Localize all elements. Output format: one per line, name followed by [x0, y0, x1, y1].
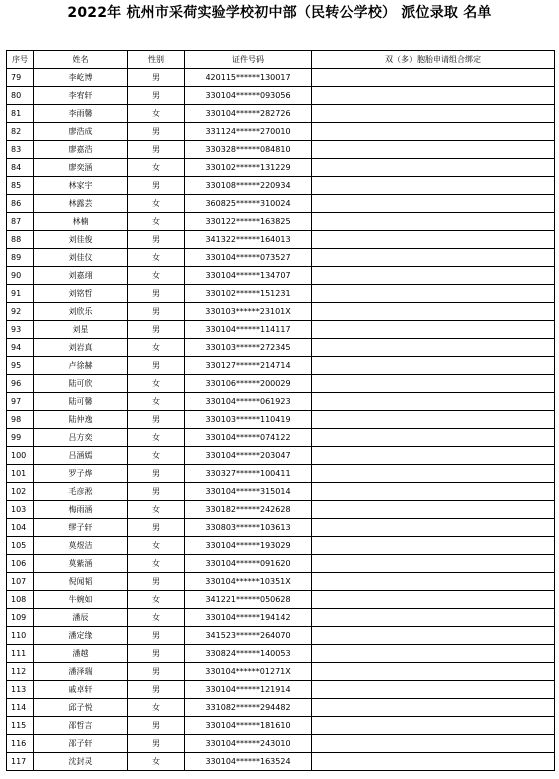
student-name: 沈封灵: [34, 753, 128, 771]
student-gender: 女: [128, 375, 185, 393]
header-id: 证件号码: [185, 51, 312, 69]
row-number: 112: [7, 663, 34, 681]
row-number: 113: [7, 681, 34, 699]
row-number: 95: [7, 357, 34, 375]
row-number: 84: [7, 159, 34, 177]
row-number: 98: [7, 411, 34, 429]
student-gender: 男: [128, 627, 185, 645]
row-number: 101: [7, 465, 34, 483]
student-gender: 女: [128, 159, 185, 177]
student-name: 刘佳仪: [34, 249, 128, 267]
student-name: 李屹博: [34, 69, 128, 87]
table-row: [7, 609, 555, 627]
row-number: 111: [7, 645, 34, 663]
table-row: [7, 69, 555, 87]
table-row: [7, 447, 555, 465]
student-gender: 女: [128, 609, 185, 627]
row-number: 117: [7, 753, 34, 771]
table-row: [7, 753, 555, 771]
student-gender: 女: [128, 195, 185, 213]
student-gender: 女: [128, 339, 185, 357]
id-number: 330104******121914: [185, 681, 312, 699]
row-number: 88: [7, 231, 34, 249]
id-number: 341221******050628: [185, 591, 312, 609]
student-name: 戚卓轩: [34, 681, 128, 699]
id-number: 330106******200029: [185, 375, 312, 393]
row-number: 114: [7, 699, 34, 717]
student-name: 莫煜洁: [34, 537, 128, 555]
table-row: [7, 177, 555, 195]
twin-binding-cell: [312, 123, 555, 141]
row-number: 85: [7, 177, 34, 195]
twin-binding-cell: [312, 645, 555, 663]
table-row: [7, 483, 555, 501]
student-name: 潘定缘: [34, 627, 128, 645]
table-row: [7, 159, 555, 177]
row-number: 103: [7, 501, 34, 519]
table-row: [7, 717, 555, 735]
student-gender: 男: [128, 483, 185, 501]
student-name: 刘欣乐: [34, 303, 128, 321]
row-number: 104: [7, 519, 34, 537]
student-gender: 女: [128, 555, 185, 573]
id-number: 330803******103613: [185, 519, 312, 537]
table-row: [7, 321, 555, 339]
twin-binding-cell: [312, 105, 555, 123]
row-number: 96: [7, 375, 34, 393]
student-name: 林露芸: [34, 195, 128, 213]
row-number: 108: [7, 591, 34, 609]
table-header-row: [7, 51, 555, 69]
row-number: 92: [7, 303, 34, 321]
row-number: 102: [7, 483, 34, 501]
student-gender: 男: [128, 141, 185, 159]
header-gender: 性别: [128, 51, 185, 69]
student-name: 廖嘉浩: [34, 141, 128, 159]
student-gender: 男: [128, 573, 185, 591]
student-name: 潘辰: [34, 609, 128, 627]
student-name: 陆可馨: [34, 393, 128, 411]
row-number: 100: [7, 447, 34, 465]
twin-binding-cell: [312, 555, 555, 573]
twin-binding-cell: [312, 537, 555, 555]
student-gender: 女: [128, 537, 185, 555]
student-name: 林家宇: [34, 177, 128, 195]
student-name: 廖浩成: [34, 123, 128, 141]
header-twin-binding: 双（多）胞胎申请组合绑定: [312, 51, 555, 69]
id-number: 330104******315014: [185, 483, 312, 501]
student-gender: 女: [128, 447, 185, 465]
id-number: 330104******10351X: [185, 573, 312, 591]
student-gender: 男: [128, 231, 185, 249]
student-gender: 男: [128, 663, 185, 681]
student-name: 莫紫涵: [34, 555, 128, 573]
id-number: 330104******243010: [185, 735, 312, 753]
id-number: 330122******163825: [185, 213, 312, 231]
row-number: 105: [7, 537, 34, 555]
table-row: [7, 105, 555, 123]
twin-binding-cell: [312, 411, 555, 429]
student-gender: 女: [128, 753, 185, 771]
id-number: 330104******203047: [185, 447, 312, 465]
id-number: 330108******220934: [185, 177, 312, 195]
student-name: 刘嘉翊: [34, 267, 128, 285]
row-number: 97: [7, 393, 34, 411]
table-row: [7, 303, 555, 321]
row-number: 109: [7, 609, 34, 627]
student-name: 陆可欣: [34, 375, 128, 393]
row-number: 81: [7, 105, 34, 123]
table-row: [7, 339, 555, 357]
twin-binding-cell: [312, 87, 555, 105]
header-name: 姓名: [34, 51, 128, 69]
table-row: [7, 285, 555, 303]
student-gender: 男: [128, 681, 185, 699]
student-gender: 女: [128, 591, 185, 609]
row-number: 107: [7, 573, 34, 591]
student-name: 毛彦淞: [34, 483, 128, 501]
student-gender: 男: [128, 465, 185, 483]
id-number: 330103******272345: [185, 339, 312, 357]
id-number: 330328******084810: [185, 141, 312, 159]
row-number: 80: [7, 87, 34, 105]
twin-binding-cell: [312, 159, 555, 177]
table-row: [7, 267, 555, 285]
student-gender: 女: [128, 213, 185, 231]
twin-binding-cell: [312, 735, 555, 753]
student-name: 罗子烨: [34, 465, 128, 483]
table-row: [7, 591, 555, 609]
student-name: 吕方奕: [34, 429, 128, 447]
table-row: [7, 735, 555, 753]
student-name: 吕涵嫣: [34, 447, 128, 465]
table-row: [7, 519, 555, 537]
table-row: [7, 645, 555, 663]
row-number: 79: [7, 69, 34, 87]
twin-binding-cell: [312, 663, 555, 681]
student-name: 刘佳俊: [34, 231, 128, 249]
id-number: 330102******131229: [185, 159, 312, 177]
twin-binding-cell: [312, 609, 555, 627]
table-row: [7, 231, 555, 249]
id-number: 330103******23101X: [185, 303, 312, 321]
twin-binding-cell: [312, 681, 555, 699]
id-number: 330104******093056: [185, 87, 312, 105]
id-number: 420115******130017: [185, 69, 312, 87]
student-name: 邵子轩: [34, 735, 128, 753]
student-name: 卢徐赫: [34, 357, 128, 375]
student-name: 李雨馨: [34, 105, 128, 123]
row-number: 86: [7, 195, 34, 213]
table-row: [7, 465, 555, 483]
table-row: [7, 663, 555, 681]
student-gender: 男: [128, 519, 185, 537]
table-row: [7, 555, 555, 573]
student-gender: 男: [128, 645, 185, 663]
twin-binding-cell: [312, 303, 555, 321]
student-gender: 男: [128, 69, 185, 87]
twin-binding-cell: [312, 699, 555, 717]
id-number: 330182******242628: [185, 501, 312, 519]
id-number: 330103******110419: [185, 411, 312, 429]
row-number: 87: [7, 213, 34, 231]
table-row: [7, 393, 555, 411]
twin-binding-cell: [312, 213, 555, 231]
row-number: 110: [7, 627, 34, 645]
row-number: 99: [7, 429, 34, 447]
student-name: 刘星: [34, 321, 128, 339]
table-row: [7, 537, 555, 555]
table-row: [7, 627, 555, 645]
twin-binding-cell: [312, 627, 555, 645]
twin-binding-cell: [312, 321, 555, 339]
row-number: 106: [7, 555, 34, 573]
student-gender: 男: [128, 321, 185, 339]
twin-binding-cell: [312, 69, 555, 87]
student-name: 廖奕涵: [34, 159, 128, 177]
row-number: 115: [7, 717, 34, 735]
table-row: [7, 681, 555, 699]
table-row: [7, 357, 555, 375]
id-number: 330824******140053: [185, 645, 312, 663]
table-row: [7, 213, 555, 231]
student-gender: 男: [128, 177, 185, 195]
twin-binding-cell: [312, 753, 555, 771]
student-gender: 男: [128, 735, 185, 753]
table-row: [7, 573, 555, 591]
table-row: [7, 141, 555, 159]
row-number: 116: [7, 735, 34, 753]
student-name: 刘铭哲: [34, 285, 128, 303]
twin-binding-cell: [312, 177, 555, 195]
student-gender: 男: [128, 411, 185, 429]
twin-binding-cell: [312, 249, 555, 267]
student-gender: 男: [128, 357, 185, 375]
twin-binding-cell: [312, 465, 555, 483]
id-number: 330104******163524: [185, 753, 312, 771]
twin-binding-cell: [312, 501, 555, 519]
student-name: 邵哲言: [34, 717, 128, 735]
student-name: 邱子悦: [34, 699, 128, 717]
twin-binding-cell: [312, 375, 555, 393]
student-gender: 女: [128, 105, 185, 123]
student-gender: 女: [128, 501, 185, 519]
student-gender: 男: [128, 285, 185, 303]
admission-list-table: [6, 50, 555, 771]
id-number: 330104******061923: [185, 393, 312, 411]
student-name: 潘泽瑞: [34, 663, 128, 681]
student-gender: 男: [128, 717, 185, 735]
twin-binding-cell: [312, 519, 555, 537]
student-gender: 女: [128, 267, 185, 285]
id-number: 330104******194142: [185, 609, 312, 627]
table-row: [7, 411, 555, 429]
row-number: 94: [7, 339, 34, 357]
id-number: 330104******193029: [185, 537, 312, 555]
row-number: 82: [7, 123, 34, 141]
student-gender: 男: [128, 123, 185, 141]
twin-binding-cell: [312, 483, 555, 501]
twin-binding-cell: [312, 195, 555, 213]
twin-binding-cell: [312, 393, 555, 411]
page-title: 2022年 杭州市采荷实验学校初中部（民转公学校） 派位录取 名单: [67, 5, 492, 21]
student-gender: 女: [128, 393, 185, 411]
twin-binding-cell: [312, 447, 555, 465]
twin-binding-cell: [312, 591, 555, 609]
twin-binding-cell: [312, 717, 555, 735]
id-number: 360825******310024: [185, 195, 312, 213]
student-gender: 男: [128, 87, 185, 105]
twin-binding-cell: [312, 285, 555, 303]
table-row: [7, 87, 555, 105]
student-name: 缪子轩: [34, 519, 128, 537]
id-number: 330104******01271X: [185, 663, 312, 681]
id-number: 341322******164013: [185, 231, 312, 249]
id-number: 330327******100411: [185, 465, 312, 483]
twin-binding-cell: [312, 231, 555, 249]
student-name: 林楠: [34, 213, 128, 231]
twin-binding-cell: [312, 339, 555, 357]
id-number: 330127******214714: [185, 357, 312, 375]
table-row: [7, 375, 555, 393]
student-name: 倪闻韬: [34, 573, 128, 591]
table-row: [7, 699, 555, 717]
table-row: [7, 195, 555, 213]
student-name: 刘岩真: [34, 339, 128, 357]
id-number: 331124******270010: [185, 123, 312, 141]
student-gender: 女: [128, 249, 185, 267]
twin-binding-cell: [312, 267, 555, 285]
student-gender: 男: [128, 303, 185, 321]
twin-binding-cell: [312, 141, 555, 159]
student-name: 梅雨涵: [34, 501, 128, 519]
id-number: 330104******282726: [185, 105, 312, 123]
student-name: 牛婉如: [34, 591, 128, 609]
table-row: [7, 249, 555, 267]
twin-binding-cell: [312, 573, 555, 591]
table-row: [7, 123, 555, 141]
id-number: 341523******264070: [185, 627, 312, 645]
id-number: 330104******073527: [185, 249, 312, 267]
twin-binding-cell: [312, 429, 555, 447]
table-row: [7, 429, 555, 447]
id-number: 330104******091620: [185, 555, 312, 573]
row-number: 91: [7, 285, 34, 303]
header-no: 序号: [7, 51, 34, 69]
id-number: 330104******074122: [185, 429, 312, 447]
id-number: 330104******114117: [185, 321, 312, 339]
id-number: 330102******151231: [185, 285, 312, 303]
twin-binding-cell: [312, 357, 555, 375]
row-number: 90: [7, 267, 34, 285]
student-gender: 女: [128, 699, 185, 717]
table-row: [7, 501, 555, 519]
row-number: 89: [7, 249, 34, 267]
student-gender: 女: [128, 429, 185, 447]
row-number: 93: [7, 321, 34, 339]
id-number: 330104******181610: [185, 717, 312, 735]
row-number: 83: [7, 141, 34, 159]
student-name: 潘越: [34, 645, 128, 663]
id-number: 331082******294482: [185, 699, 312, 717]
id-number: 330104******134707: [185, 267, 312, 285]
table-body: [7, 69, 555, 771]
student-name: 陆仲逸: [34, 411, 128, 429]
student-name: 李宥轩: [34, 87, 128, 105]
